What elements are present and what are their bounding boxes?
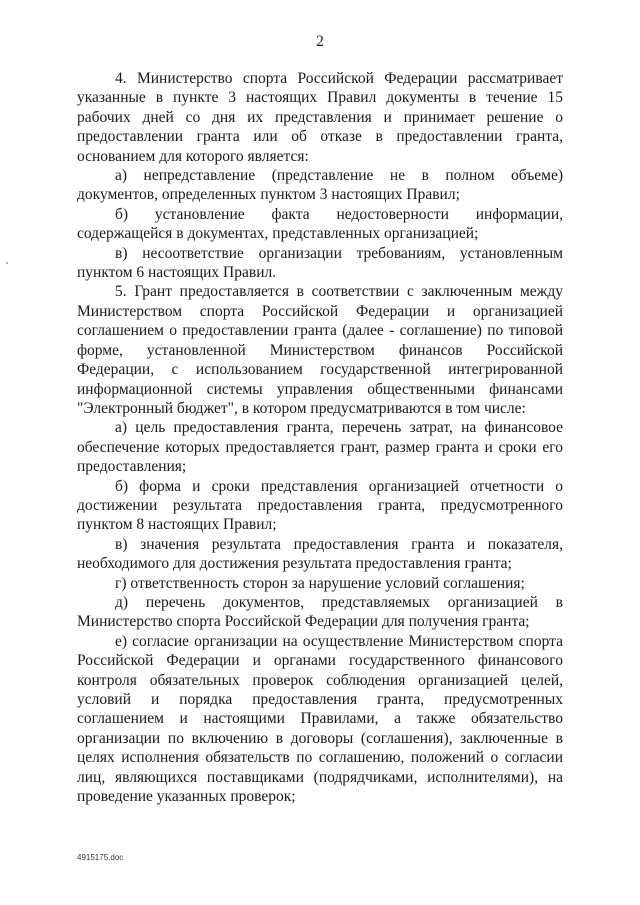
paragraph-item-5: 5. Грант предоставляется в соответствии с заключенным между Министерством спорта Российской Федерации и организацией соглашением о предоставлении гранта (далее - соглашение) по типовой форме, установленной Министерством финансов Российской Федерации, с использованием государственной интегрированной информационной системы управления общественными финансами "Электронный бюджет", в котором предусматриваются в том числе:	[77, 283, 563, 417]
subitem-4b: б) установление факта недостоверности информации, содержащейся в документах, представленных организацией;	[77, 205, 563, 243]
subitem-4c: в) несоответствие организации требованиям, установленным пунктом 6 настоящих Правил.	[77, 244, 563, 282]
subitem-5b: б) форма и сроки представления организацией отчетности о достижении результата предоставления гранта, предусмотренного пунктом 8 настоящих Правил;	[77, 477, 563, 534]
subitem-5c: в) значения результата предоставления гранта и показателя, необходимого для достижения результата предоставления гранта;	[77, 535, 563, 573]
page-number: 2	[316, 33, 324, 50]
subitem-4a: а) непредставление (представление не в полном объеме) документов, определенных пунктом 3 настоящих Правил;	[77, 167, 563, 204]
document-code: 4915175.doc	[77, 853, 124, 862]
paragraph-item-4: 4. Министерство спорта Российской Федерации рассматривает указанные в пункте 3 настоящих Правил документы в течение 15 рабочих дней со дня их представления и принимает решение о предоставлении гранта или об отказе в предоставлении гранта, основанием для которого является:	[77, 70, 563, 165]
margin-mark	[6, 262, 8, 264]
subitem-5a: а) цель предоставления гранта, перечень затрат, на финансовое обеспечение которых предоставляется грант, размер гранта и сроки его предоставления;	[77, 419, 563, 476]
subitem-5e: д) перечень документов, представляемых организацией в Министерство спорта Российской Федерации для получения гранта;	[77, 593, 563, 631]
subitem-5f: е) согласие организации на осуществление Министерством спорта Российской Федерации и органами государственного финансового контроля обязательных проверок соблюдения организацией целей, условий и порядка предоставления гранта, предусмотренных соглашением и настоящими Правилами, а также обязательство организации по включению в договоры (соглашения), заключенные в целях исполнения обязательств по соглашению, положений о согласии лиц, являющихся поставщиками (подрядчиками, исполнителями), на проведение указанных проверок;	[77, 632, 563, 806]
subitem-5d: г) ответственность сторон за нарушение условий соглашения;	[115, 574, 525, 592]
document-body	[77, 69, 563, 806]
